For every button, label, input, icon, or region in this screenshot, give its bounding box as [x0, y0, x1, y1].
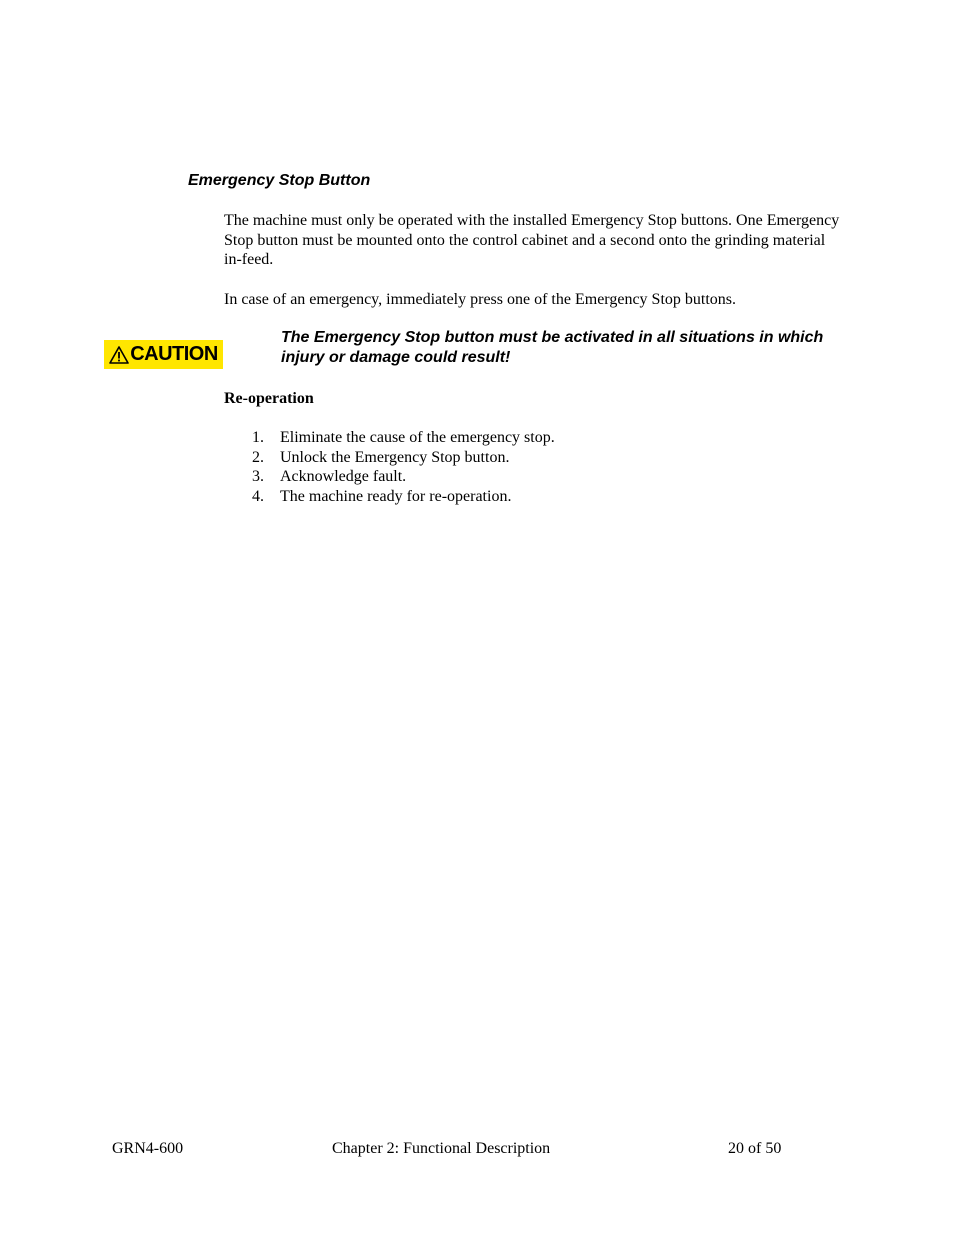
intro-paragraph: The machine must only be operated with the installed Emergency Stop buttons. One Emergency Stop button must be mounted onto the control cabinet and a second onto the grinding material in-feed.	[224, 212, 840, 269]
list-item	[252, 448, 555, 468]
section-heading: Emergency Stop Button	[188, 172, 371, 189]
step-text: Eliminate the cause of the emergency stop.	[280, 429, 555, 446]
step-number: 4.	[252, 487, 264, 505]
emergency-paragraph: In case of an emergency, immediately press one of the Emergency Stop buttons.	[224, 291, 736, 308]
warning-triangle-icon	[109, 346, 129, 364]
caution-label: CAUTION	[130, 343, 218, 365]
step-text: Acknowledge fault.	[280, 468, 407, 486]
step-number: 1.	[252, 429, 264, 446]
caution-text: The Emergency Stop button must be activated in all situations in which injury or damage could result!	[281, 329, 824, 366]
list-item	[252, 487, 555, 507]
list-item	[252, 428, 555, 448]
footer-page-number: 20 of 50	[728, 1140, 782, 1157]
step-number: 2.	[252, 448, 264, 466]
reoperation-heading: Re-operation	[224, 390, 314, 407]
footer-chapter: Chapter 2: Functional Description	[332, 1140, 551, 1157]
step-number: 3.	[252, 468, 264, 486]
footer-doc-id: GRN4-600	[112, 1140, 184, 1157]
caution-badge	[104, 340, 223, 369]
reoperation-steps	[252, 428, 555, 506]
step-text: Unlock the Emergency Stop button.	[280, 448, 510, 466]
list-item	[252, 467, 555, 487]
step-text: The machine ready for re-operation.	[280, 487, 512, 505]
